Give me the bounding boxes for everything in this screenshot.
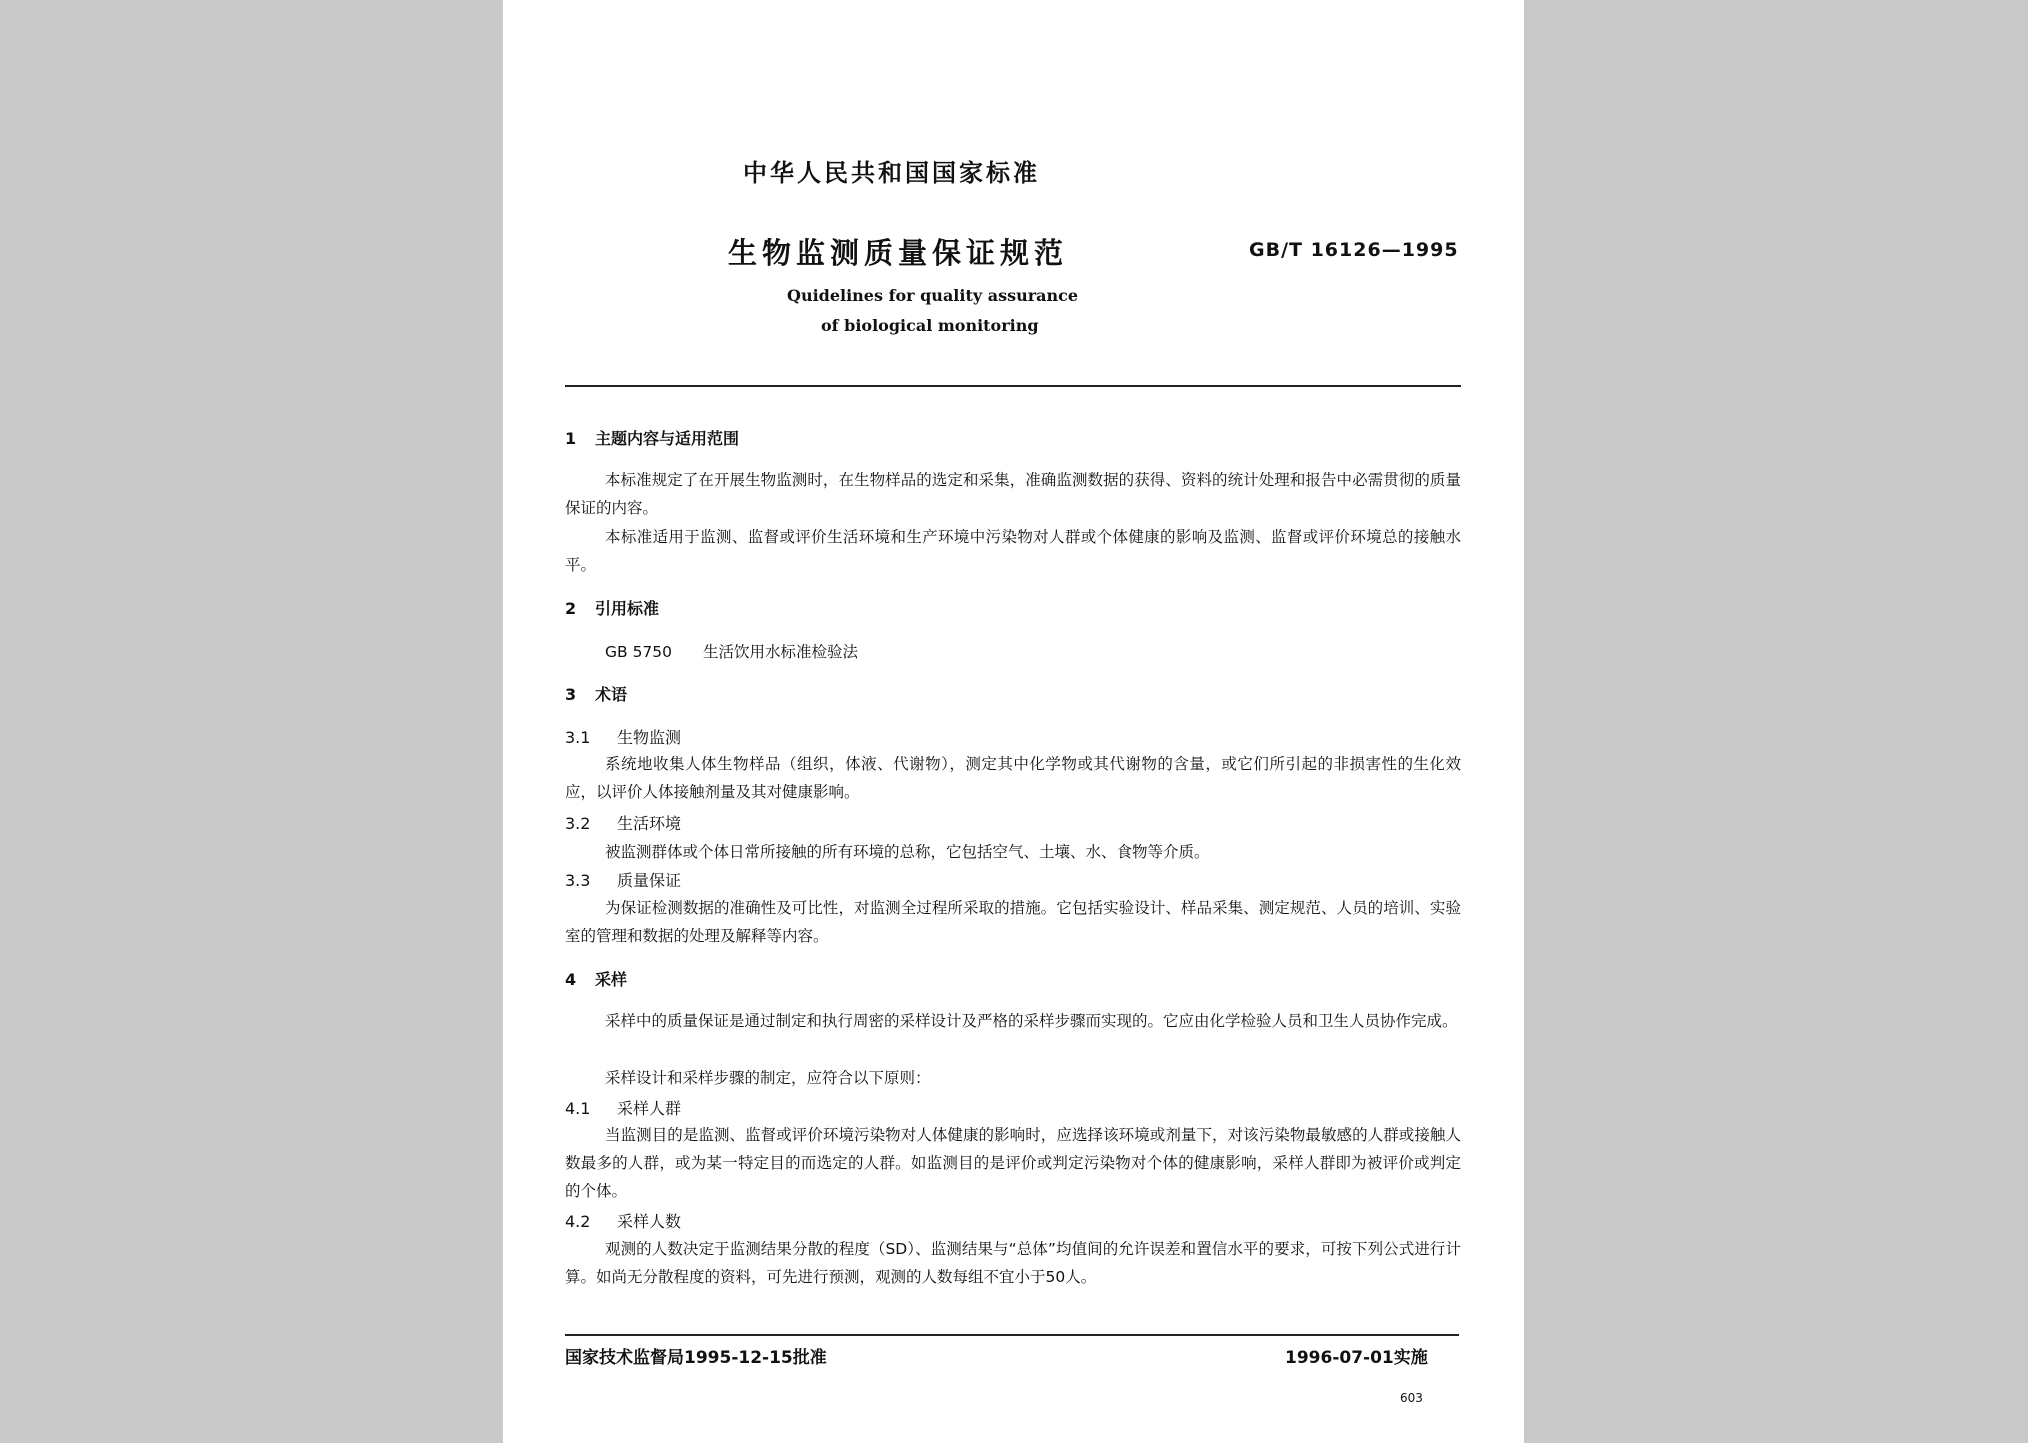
standard-code: GB/T 16126—1995 [1249,239,1459,261]
reference-code: GB 5750 [605,643,673,661]
term-3-3-definition: 为保证检测数据的准确性及可比性，对监测全过程所采取的措施。它包括实验设计、样品采集、测定规范、人员的培训、实验室的管理和数据的处理及解释等内容。 [565,899,1461,945]
section-4-number: 4 [565,970,577,989]
term-3-3-heading [565,868,681,891]
clause-4-1-number: 4.1 [565,1099,591,1118]
section-2-number: 2 [565,599,577,618]
document-title-en-line1: Quidelines for quality assurance [787,286,1079,305]
section-4-paragraph-1: 采样中的质量保证是通过制定和执行周密的采样设计及严格的采样步骤而实现的。它应由化学检验人员和卫生人员协作完成。 [605,1012,1458,1030]
clause-4-1-heading [565,1096,681,1119]
term-3-1-definition: 系统地收集人体生物样品（组织，体液、代谢物），测定其中化学物或其代谢物的含量，或它们所引起的非损害性的生化效应，以评价人体接触剂量及其对健康影响。 [565,755,1461,801]
section-1-paragraph-2: 本标准适用于监测、监督或评价生活环境和生产环境中污染物对人群或个体健康的影响及监测、监督或评价环境总的接触水平。 [565,528,1461,574]
term-3-2-definition: 被监测群体或个体日常所接触的所有环境的总称，它包括空气、土壤、水、食物等介质。 [605,843,1210,861]
term-3-1-number: 3.1 [565,728,591,747]
term-3-3-number: 3.3 [565,871,591,890]
term-3-3-title: 质量保证 [617,871,682,890]
document-title-zh: 生物监测质量保证规范 [728,236,1069,270]
term-3-2-title: 生活环境 [617,814,682,833]
effective-date: 1996-07-01实施 [1285,1348,1428,1368]
clause-4-1-text: 当监测目的是监测、监督或评价环境污染物对人体健康的影响时，应选择该环境或剂量下，对该污染物最敏感的人群或接触人数最多的人群，或为某一特定目的而选定的人群。如监测目的是评价或判定污染物对个体的健康影响，采样人群即为被评价或判定的个体。 [565,1126,1461,1200]
section-4-heading [565,967,627,990]
page-number: 603 [1400,1391,1423,1405]
clause-4-2-text: 观测的人数决定于监测结果分散的程度（SD）、监测结果与“总体”均值间的允许误差和置信水平的要求，可按下列公式进行计算。如尚无分散程度的资料，可先进行预测，观测的人数每组不宜小于50人。 [565,1240,1461,1286]
header-divider [565,385,1461,387]
section-1-heading [565,426,739,449]
approval-date: 国家技术监督局1995-12-15批准 [565,1348,827,1368]
section-4-title: 采样 [595,970,628,989]
section-1-number: 1 [565,429,577,448]
section-2-heading [565,596,659,619]
section-1-title: 主题内容与适用范围 [595,429,740,448]
section-3-title: 术语 [595,685,628,704]
clause-4-2-heading [565,1209,681,1232]
clause-4-2-title: 采样人数 [617,1212,682,1231]
term-3-1-title: 生物监测 [617,728,682,747]
clause-4-1-title: 采样人群 [617,1099,682,1118]
term-3-2-heading [565,811,681,834]
section-1-paragraph-1: 本标准规定了在开展生物监测时，在生物样品的选定和采集，准确监测数据的获得、资料的统计处理和报告中必需贯彻的质量保证的内容。 [565,471,1461,517]
standard-organization: 中华人民共和国国家标准 [743,159,1040,187]
term-3-1-heading [565,725,681,748]
reference-title: 生活饮用水标准检验法 [703,643,859,661]
term-3-2-number: 3.2 [565,814,591,833]
document-title-en-line2: of biological monitoring [821,316,1039,335]
reference-standard [605,640,858,662]
footer-divider [565,1334,1459,1336]
section-4-paragraph-2: 采样设计和采样步骤的制定，应符合以下原则： [605,1069,931,1087]
section-2-title: 引用标准 [595,599,660,618]
section-3-number: 3 [565,685,577,704]
section-3-heading [565,682,627,705]
document-page [503,0,1524,1443]
clause-4-2-number: 4.2 [565,1212,591,1231]
